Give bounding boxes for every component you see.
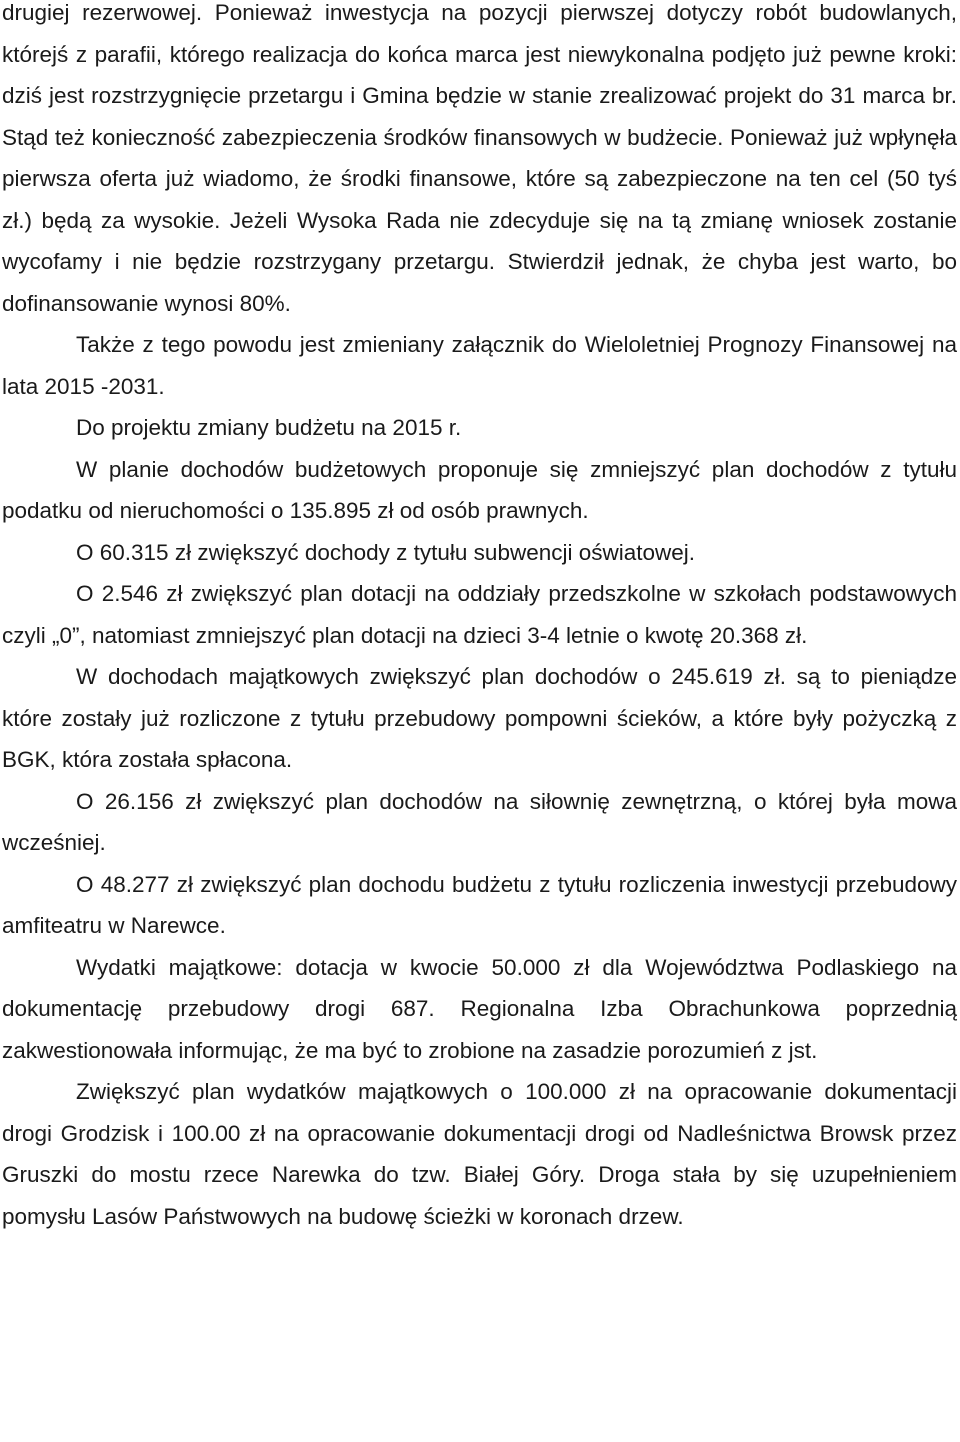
paragraph-6: O 2.546 zł zwiększyć plan dotacji na oddziały przedszkolne w szkołach podstawowych czyli „0”, natomiast zmniejszyć plan dotacji na dzieci 3-4 letnie o kwotę 20.368 zł. <box>2 581 957 648</box>
paragraph-1: drugiej rezerwowej. Ponieważ inwestycja na pozycji pierwszej dotyczy robót budowlanych, którejś z parafii, którego realizacja do końca marca jest niewykonalna podjęto już pewne kroki: dziś jest rozstrzygnięcie przetargu i Gmina będzie w stanie zrealizować projekt do 31 marca br. Stąd też konieczność zabezpieczenia środków finansowych w budżecie. Ponieważ już wpłynęła pierwsza oferta już wiadomo, że środki finansowe, które są zabezpieczone na ten cel (50 tyś zł.) będą za wysokie. Jeżeli Wysoka Rada nie zdecyduje się na tą zmianę wniosek zostanie wycofamy i nie będzie rozstrzygany przetargu. Stwierdził jednak, że chyba jest warto, bo dofinansowanie wynosi 80%. <box>2 0 957 316</box>
paragraph-7: W dochodach majątkowych zwiększyć plan dochodów o 245.619 zł. są to pieniądze które zostały już rozliczone z tytułu przebudowy pompowni ścieków, a które były pożyczką z BGK, która została spłacona. <box>2 664 957 772</box>
paragraph-2: Także z tego powodu jest zmieniany załącznik do Wieloletniej Prognozy Finansowej na lata 2015 -2031. <box>2 332 957 399</box>
paragraph-4: W planie dochodów budżetowych proponuje się zmniejszyć plan dochodów z tytułu podatku od nieruchomości o 135.895 zł od osób prawnych. <box>2 456 957 523</box>
paragraph-3: Do projektu zmiany budżetu na 2015 r. <box>76 415 462 440</box>
paragraph-11: Zwiększyć plan wydatków majątkowych o 100.000 zł na opracowanie dokumentacji drogi Grodzisk i 100.00 zł na opracowanie dokumentacji drogi od Nadleśnictwa Browsk przez Gruszki do mostu rzece Narewka do tzw. Białej Góry. Droga stała by się uzupełnieniem pomysłu Lasów Państwowych na budowę ścieżki w koronach drzew. <box>2 1079 957 1229</box>
paragraph-5: O 60.315 zł zwiększyć dochody z tytułu subwencji oświatowej. <box>76 539 696 565</box>
paragraph-8: O 26.156 zł zwiększyć plan dochodów na siłownię zewnętrzną, o której była mowa wcześniej. <box>2 788 957 855</box>
paragraph-9: O 48.277 zł zwiększyć plan dochodu budżetu z tytułu rozliczenia inwestycji przebudowy amfiteatru w Narewce. <box>2 871 957 938</box>
paragraph-10: Wydatki majątkowe: dotacja w kwocie 50.000 zł dla Województwa Podlaskiego na dokumentację przebudowy drogi 687. Regionalna Izba Obrachunkowa poprzednią zakwestionowała informując, że ma być to zrobione na zasadzie porozumień z jst. <box>2 954 957 1063</box>
